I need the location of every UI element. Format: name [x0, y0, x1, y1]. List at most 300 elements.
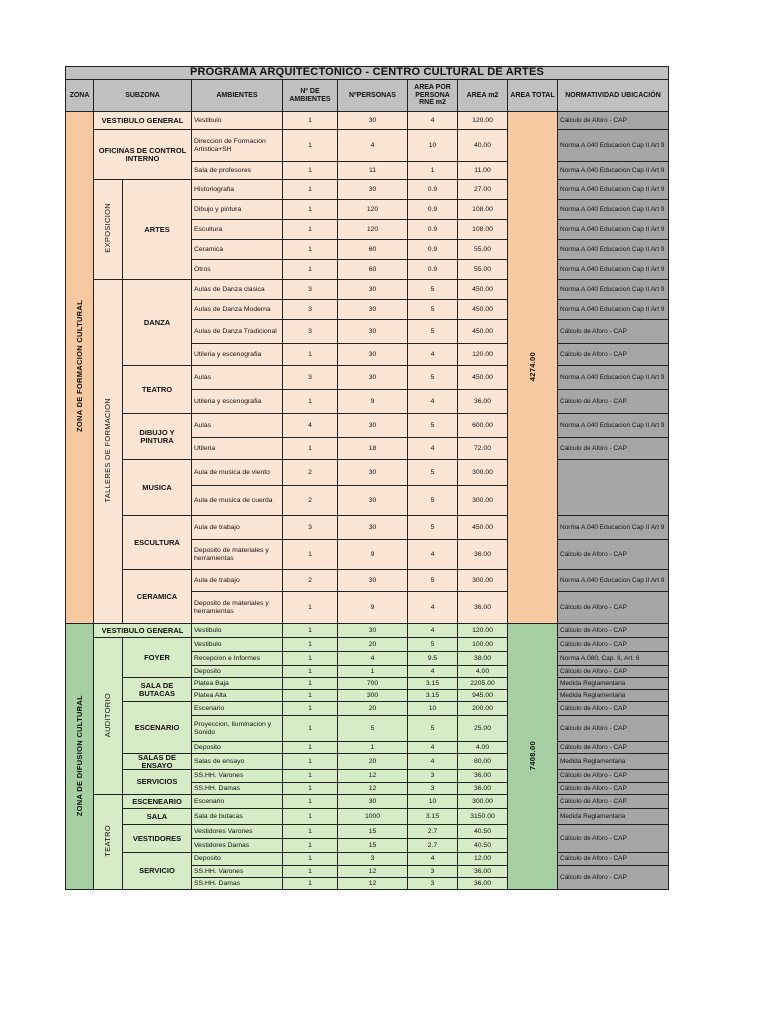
cell-n-ambientes: 1: [283, 540, 338, 570]
cell-n-personas: 30: [338, 300, 408, 320]
cell-normatividad: Norma A.040 Educacion Cap II Art 9: [558, 162, 669, 180]
cell-normatividad: Cálculo de Aforo - CAP: [558, 320, 669, 344]
cell-n-ambientes: 1: [283, 180, 338, 200]
cell-n-personas: 4: [338, 652, 408, 666]
cell-normatividad: Norma A.040 Educacion Cap II Art 9: [558, 570, 669, 592]
cell-normatividad: Cálculo de Aforo - CAP: [558, 438, 669, 460]
cell-n-personas: 15: [338, 839, 408, 853]
cell-normatividad: Cálculo de Aforo - CAP: [558, 112, 669, 130]
cell-ambiente: Sala de profesores: [192, 162, 283, 180]
cell-area-m2: 36.00: [458, 866, 508, 878]
cell-ambiente: SS.HH. Damas: [192, 783, 283, 795]
header-subzona: SUBZONA: [94, 80, 192, 112]
cell-ambiente: Platea Alta: [192, 690, 283, 702]
cell-area-m2: 200.00: [458, 702, 508, 716]
cell-n-personas: 120: [338, 200, 408, 220]
cell-area-m2: 945.00: [458, 690, 508, 702]
cell-area-persona: 4: [408, 624, 458, 638]
cell-area-m2: 450.00: [458, 320, 508, 344]
cell-area-persona: 9.5: [408, 652, 458, 666]
cell-ambiente: Aulas de Danza clasica: [192, 280, 283, 300]
cell-normatividad: Medida Reglamentaria: [558, 690, 669, 702]
cell-n-personas: 700: [338, 678, 408, 690]
subzone-danza: DANZA: [123, 280, 192, 366]
area-total-formacion: 4274.00: [508, 112, 558, 624]
cell-area-m2: 36.00: [458, 770, 508, 783]
cell-n-ambientes: 1: [283, 783, 338, 795]
cell-ambiente: Aulas: [192, 366, 283, 390]
cell-area-m2: 120.00: [458, 624, 508, 638]
header-normatividad: NORMATIVIDAD UBICACIÓN: [558, 80, 669, 112]
cell-normatividad: Cálculo de Aforo - CAP: [558, 344, 669, 366]
cell-area-m2: 25.00: [458, 716, 508, 742]
cell-normatividad: Cálculo de Aforo - CAP: [558, 866, 669, 890]
cell-n-ambientes: 3: [283, 320, 338, 344]
cell-area-m2: 11.00: [458, 162, 508, 180]
subzone-musica: MUSICA: [123, 460, 192, 516]
cell-n-personas: 1: [338, 666, 408, 678]
cell-n-ambientes: 1: [283, 652, 338, 666]
cell-n-ambientes: 1: [283, 438, 338, 460]
cell-ambiente: Deposito: [192, 742, 283, 754]
cell-area-persona: 0.9: [408, 180, 458, 200]
cell-n-personas: 30: [338, 624, 408, 638]
cell-n-ambientes: 1: [283, 839, 338, 853]
cell-area-persona: 5: [408, 486, 458, 516]
cell-area-persona: 5: [408, 320, 458, 344]
cell-n-ambientes: 1: [283, 825, 338, 839]
cell-ambiente: Escenario: [192, 795, 283, 809]
cell-area-m2: 108.00: [458, 200, 508, 220]
cell-area-persona: 5: [408, 516, 458, 540]
program-table: [65, 66, 669, 890]
cell-normatividad: Cálculo de Aforo - CAP: [558, 825, 669, 853]
table-row: [66, 414, 669, 438]
header-n-personas: NºPERSONAS: [338, 80, 408, 112]
cell-n-ambientes: 1: [283, 716, 338, 742]
subzone-artes: ARTES: [123, 180, 192, 280]
subzone-butacas: SALA DE BUTACAS: [123, 678, 192, 702]
cell-n-ambientes: 1: [283, 754, 338, 770]
cell-ambiente: Deposito: [192, 666, 283, 678]
table-row: [66, 460, 669, 486]
cell-area-persona: 5: [408, 570, 458, 592]
cell-n-personas: 20: [338, 638, 408, 652]
cell-ambiente: SS.HH. Varones: [192, 770, 283, 783]
cell-area-persona: 4: [408, 666, 458, 678]
cell-area-m2: 72.00: [458, 438, 508, 460]
cell-n-ambientes: 3: [283, 366, 338, 390]
cell-area-m2: 300.00: [458, 795, 508, 809]
cell-normatividad: Norma A.040 Educacion Cap II Art 9: [558, 240, 669, 260]
header-ambientes: AMBIENTES: [192, 80, 283, 112]
zone-difusion-label: ZONA DE DIFUSION CULTURAL: [66, 624, 94, 890]
table-row: [66, 853, 669, 866]
cell-ambiente: Escenario: [192, 702, 283, 716]
cell-area-persona: 4: [408, 540, 458, 570]
cell-n-ambientes: 1: [283, 592, 338, 624]
area-total-difusion: 7408.00: [508, 624, 558, 890]
subzone-teatro_sub: TEATRO: [123, 366, 192, 414]
cell-area-m2: 36.00: [458, 878, 508, 890]
cell-n-personas: 60: [338, 240, 408, 260]
cell-n-ambientes: 1: [283, 344, 338, 366]
cell-normatividad: Norma A.040 Educacion Cap II Art 9: [558, 366, 669, 390]
cell-ambiente: Utileria y escenografia: [192, 390, 283, 414]
table-row: [66, 130, 669, 162]
cell-n-personas: 9: [338, 390, 408, 414]
cell-area-m2: 2205.00: [458, 678, 508, 690]
table-row: [66, 809, 669, 825]
subzone-servicio: SERVICIO: [123, 853, 192, 890]
cell-area-persona: 0.9: [408, 200, 458, 220]
cell-n-ambientes: 2: [283, 486, 338, 516]
cell-n-ambientes: 1: [283, 200, 338, 220]
cell-n-personas: 12: [338, 866, 408, 878]
subzone-ceramica: CERAMICA: [123, 570, 192, 624]
cell-n-personas: 9: [338, 540, 408, 570]
cell-n-ambientes: 1: [283, 678, 338, 690]
cell-area-m2: 450.00: [458, 366, 508, 390]
architectural-program-sheet: [65, 66, 668, 890]
subzone-servicios: SERVICIOS: [123, 770, 192, 795]
table-row: [66, 754, 669, 770]
table-row: [66, 825, 669, 839]
cell-n-ambientes: 4: [283, 414, 338, 438]
cell-area-persona: 3: [408, 770, 458, 783]
cell-normatividad: Norma A.040 Educacion Cap II Art 9: [558, 130, 669, 162]
subzone-ensayo: SALAS DE ENSAYO: [123, 754, 192, 770]
cell-normatividad: Cálculo de Aforo - CAP: [558, 770, 669, 783]
cell-ambiente: Historiografia: [192, 180, 283, 200]
cell-area-m2: 36.00: [458, 540, 508, 570]
cell-area-m2: 55.00: [458, 260, 508, 280]
cell-area-persona: 0.9: [408, 220, 458, 240]
cell-ambiente: SS.HH. Varones: [192, 866, 283, 878]
cell-n-personas: 30: [338, 112, 408, 130]
cell-ambiente: Utileria: [192, 438, 283, 460]
cell-n-personas: 11: [338, 162, 408, 180]
cell-area-persona: 3: [408, 783, 458, 795]
cell-n-ambientes: 1: [283, 220, 338, 240]
cell-ambiente: Salas de ensayo: [192, 754, 283, 770]
header-area-persona: AREA POR PERSONA RNE m2: [408, 80, 458, 112]
subzone-sala: SALA: [123, 809, 192, 825]
cell-area-m2: 40.00: [458, 130, 508, 162]
cell-ambiente: Proyeccion, Iluminacion y Sonido: [192, 716, 283, 742]
cell-area-persona: 10: [408, 795, 458, 809]
table-row: [66, 516, 669, 540]
cell-area-persona: 3: [408, 866, 458, 878]
cell-area-persona: 5: [408, 414, 458, 438]
cell-n-personas: 9: [338, 592, 408, 624]
page-title: PROGRAMA ARQUITECTONICO - CENTRO CULTURAL DE ARTES: [66, 67, 669, 80]
subzone-esceneario: ESCENEARIO: [123, 795, 192, 809]
cell-area-m2: 300.00: [458, 570, 508, 592]
table-row: [66, 678, 669, 690]
cell-n-ambientes: 1: [283, 690, 338, 702]
cell-ambiente: Otros: [192, 260, 283, 280]
table-row: [66, 570, 669, 592]
cell-ambiente: SS.HH. Damas: [192, 878, 283, 890]
cell-area-persona: 4: [408, 438, 458, 460]
cell-normatividad: Norma A.080, Cap. II, Art. 6: [558, 652, 669, 666]
cell-ambiente: Deposito: [192, 853, 283, 866]
cell-area-persona: 4: [408, 754, 458, 770]
cell-n-personas: 120: [338, 220, 408, 240]
cell-area-m2: 55.00: [458, 240, 508, 260]
cell-normatividad: Norma A.040 Educacion Cap II Art 9: [558, 414, 669, 438]
cell-area-m2: 36.00: [458, 390, 508, 414]
subzone-vestibulo: VESTIBULO GENERAL: [94, 112, 192, 130]
cell-n-ambientes: 1: [283, 130, 338, 162]
cell-n-personas: 30: [338, 516, 408, 540]
cell-normatividad: Medida Reglamentaria: [558, 678, 669, 690]
cell-area-persona: 3.15: [408, 809, 458, 825]
cell-normatividad: Cálculo de Aforo - CAP: [558, 783, 669, 795]
cell-area-persona: 5: [408, 716, 458, 742]
cell-area-persona: 4: [408, 853, 458, 866]
cell-normatividad: Cálculo de Aforo - CAP: [558, 624, 669, 638]
cell-ambiente: Deposito de materiales y herramientas: [192, 540, 283, 570]
cell-ambiente: Vestibulo: [192, 638, 283, 652]
cell-area-persona: 5: [408, 638, 458, 652]
header-area-m2: AREA m2: [458, 80, 508, 112]
cell-n-personas: 3: [338, 853, 408, 866]
cell-n-personas: 30: [338, 795, 408, 809]
cell-area-m2: 3150.00: [458, 809, 508, 825]
cell-area-persona: 10: [408, 130, 458, 162]
cell-normatividad: Cálculo de Aforo - CAP: [558, 742, 669, 754]
cell-area-m2: 120.00: [458, 344, 508, 366]
cell-n-ambientes: 1: [283, 809, 338, 825]
cell-ambiente: Vestibulo: [192, 624, 283, 638]
cell-n-ambientes: 1: [283, 390, 338, 414]
cell-n-personas: 30: [338, 460, 408, 486]
cell-area-m2: 600.00: [458, 414, 508, 438]
cell-normatividad: Cálculo de Aforo - CAP: [558, 390, 669, 414]
table-row: [66, 770, 669, 783]
cell-ambiente: Aulas: [192, 414, 283, 438]
cell-n-ambientes: 1: [283, 162, 338, 180]
cell-normatividad: Cálculo de Aforo - CAP: [558, 638, 669, 652]
subzone-vestibulo: VESTIBULO GENERAL: [94, 624, 192, 638]
cell-normatividad: Norma A.040 Educacion Cap II Art 9: [558, 516, 669, 540]
cell-normatividad: Norma A.040 Educacion Cap II Art 9: [558, 180, 669, 200]
cell-normatividad: [558, 460, 669, 516]
cell-n-personas: 12: [338, 783, 408, 795]
header-n-ambientes: Nº DE AMBIENTES: [283, 80, 338, 112]
cell-area-m2: 450.00: [458, 516, 508, 540]
subzone-dibujo: DIBUJO Y PINTURA: [123, 414, 192, 460]
cell-normatividad: Cálculo de Aforo - CAP: [558, 540, 669, 570]
cell-area-m2: 80.00: [458, 754, 508, 770]
cell-n-ambientes: 1: [283, 260, 338, 280]
cell-n-ambientes: 1: [283, 624, 338, 638]
cell-area-m2: 40.50: [458, 825, 508, 839]
cell-normatividad: Cálculo de Aforo - CAP: [558, 853, 669, 866]
cell-ambiente: Aula de musica de cuerda: [192, 486, 283, 516]
cell-n-ambientes: 1: [283, 795, 338, 809]
cell-area-persona: 1: [408, 162, 458, 180]
cell-n-personas: 18: [338, 438, 408, 460]
cell-n-personas: 12: [338, 770, 408, 783]
cell-n-personas: 30: [338, 280, 408, 300]
cell-area-persona: 5: [408, 300, 458, 320]
cell-n-ambientes: 1: [283, 702, 338, 716]
cell-area-persona: 3: [408, 878, 458, 890]
cell-area-m2: 300.00: [458, 460, 508, 486]
cell-normatividad: Medida Reglamentaria: [558, 754, 669, 770]
cell-area-persona: 2.7: [408, 825, 458, 839]
cell-normatividad: Norma A.040 Educacion Cap II Art 9: [558, 300, 669, 320]
cell-n-personas: 20: [338, 754, 408, 770]
cell-ambiente: Aulas de Danza Moderna: [192, 300, 283, 320]
cell-area-m2: 4.00: [458, 666, 508, 678]
subzone-group-talleres: TALLERES DE FORMACION: [94, 280, 123, 624]
cell-ambiente: Direccion de Formacion Artistica+SH: [192, 130, 283, 162]
table-row: [66, 624, 669, 638]
cell-area-persona: 4: [408, 344, 458, 366]
cell-normatividad: Cálculo de Aforo - CAP: [558, 795, 669, 809]
cell-normatividad: Norma A.040 Educacion Cap II Art 9: [558, 260, 669, 280]
cell-ambiente: Aula de trabajo: [192, 516, 283, 540]
cell-ambiente: Vestibulo: [192, 112, 283, 130]
cell-area-persona: 4: [408, 742, 458, 754]
cell-area-m2: 120.00: [458, 112, 508, 130]
cell-n-ambientes: 1: [283, 240, 338, 260]
cell-ambiente: Vestidores Damas: [192, 839, 283, 853]
cell-n-personas: 15: [338, 825, 408, 839]
cell-n-personas: 30: [338, 180, 408, 200]
table-row: [66, 638, 669, 652]
cell-n-personas: 20: [338, 702, 408, 716]
cell-ambiente: Vestidores Varones: [192, 825, 283, 839]
cell-area-m2: 40.50: [458, 839, 508, 853]
cell-normatividad: Cálculo de Aforo - CAP: [558, 716, 669, 742]
cell-ambiente: Sala de butacas: [192, 809, 283, 825]
cell-n-personas: 30: [338, 320, 408, 344]
cell-ambiente: Aula de musica de viento: [192, 460, 283, 486]
cell-n-ambientes: 3: [283, 280, 338, 300]
cell-normatividad: Norma A.040 Educacion Cap II Art 9: [558, 280, 669, 300]
cell-area-persona: 10: [408, 702, 458, 716]
cell-area-m2: 36.00: [458, 783, 508, 795]
cell-n-ambientes: 1: [283, 853, 338, 866]
cell-area-persona: 4: [408, 592, 458, 624]
cell-area-m2: 450.00: [458, 280, 508, 300]
cell-n-ambientes: 3: [283, 300, 338, 320]
cell-area-m2: 100.00: [458, 638, 508, 652]
cell-n-ambientes: 1: [283, 742, 338, 754]
cell-n-personas: 30: [338, 486, 408, 516]
cell-n-personas: 30: [338, 570, 408, 592]
subzone-foyer: FOYER: [123, 638, 192, 678]
subzone-oficinas: OFICINAS DE CONTROL INTERNO: [94, 130, 192, 180]
cell-ambiente: Aula de trabajo: [192, 570, 283, 592]
table-row: [66, 702, 669, 716]
cell-area-m2: 450.00: [458, 300, 508, 320]
cell-area-persona: 5: [408, 460, 458, 486]
cell-normatividad: Norma A.040 Educacion Cap II Art 9: [558, 200, 669, 220]
cell-n-personas: 5: [338, 716, 408, 742]
cell-normatividad: Norma A.040 Educacion Cap II Art 9: [558, 220, 669, 240]
cell-normatividad: Cálculo de Aforo - CAP: [558, 702, 669, 716]
header-zona: ZONA: [66, 80, 94, 112]
cell-area-m2: 36.00: [458, 592, 508, 624]
table-row: [66, 280, 669, 300]
zone-formacion-label: ZONA DE FORMACION CULTURAL: [66, 112, 94, 624]
cell-area-persona: 3.15: [408, 678, 458, 690]
subzone-escenario: ESCENARIO: [123, 702, 192, 754]
cell-n-personas: 1000: [338, 809, 408, 825]
cell-ambiente: Utileria y escenografia: [192, 344, 283, 366]
cell-n-ambientes: 2: [283, 460, 338, 486]
cell-normatividad: Medida Reglamentaria: [558, 809, 669, 825]
cell-area-m2: 12.00: [458, 853, 508, 866]
subzone-group-exposicion: EXPOSICION: [94, 180, 123, 280]
cell-n-personas: 1: [338, 742, 408, 754]
cell-n-ambientes: 3: [283, 516, 338, 540]
cell-n-personas: 12: [338, 878, 408, 890]
cell-area-persona: 0.9: [408, 260, 458, 280]
cell-ambiente: Recepcion e Informes: [192, 652, 283, 666]
cell-area-m2: 108.00: [458, 220, 508, 240]
table-row: [66, 112, 669, 130]
cell-n-personas: 30: [338, 366, 408, 390]
subzone-vestidores: VESTIDORES: [123, 825, 192, 853]
cell-area-persona: 2.7: [408, 839, 458, 853]
cell-area-m2: 4.00: [458, 742, 508, 754]
header-area-total: AREA TOTAL: [508, 80, 558, 112]
cell-ambiente: Deposito de materiales y herramientas: [192, 592, 283, 624]
cell-n-personas: 30: [338, 414, 408, 438]
cell-normatividad: Cálculo de Aforo - CAP: [558, 592, 669, 624]
cell-area-persona: 3.15: [408, 690, 458, 702]
subzone-group-teatro: TEATRO: [94, 795, 123, 890]
cell-area-persona: 5: [408, 366, 458, 390]
cell-ambiente: Platea Baja: [192, 678, 283, 690]
cell-ambiente: Ceramica: [192, 240, 283, 260]
cell-n-personas: 4: [338, 130, 408, 162]
subzone-group-auditorio: AUDITORIO: [94, 638, 123, 795]
table-row: [66, 366, 669, 390]
cell-area-persona: 5: [408, 280, 458, 300]
cell-area-m2: 27.00: [458, 180, 508, 200]
cell-area-m2: 300.00: [458, 486, 508, 516]
cell-area-persona: 4: [408, 112, 458, 130]
cell-ambiente: Escultura: [192, 220, 283, 240]
cell-n-personas: 30: [338, 344, 408, 366]
cell-n-personas: 60: [338, 260, 408, 280]
cell-area-m2: 38.00: [458, 652, 508, 666]
cell-ambiente: Dibujo y pintura: [192, 200, 283, 220]
cell-area-persona: 0.9: [408, 240, 458, 260]
cell-n-ambientes: 1: [283, 638, 338, 652]
cell-n-ambientes: 2: [283, 570, 338, 592]
cell-ambiente: Aulas de Danza Tradicional: [192, 320, 283, 344]
cell-n-ambientes: 1: [283, 666, 338, 678]
cell-area-persona: 4: [408, 390, 458, 414]
cell-n-ambientes: 1: [283, 112, 338, 130]
cell-n-ambientes: 1: [283, 878, 338, 890]
cell-normatividad: Cálculo de Aforo - CAP: [558, 666, 669, 678]
cell-n-ambientes: 1: [283, 866, 338, 878]
table-row: [66, 795, 669, 809]
cell-n-personas: 300: [338, 690, 408, 702]
cell-n-ambientes: 1: [283, 770, 338, 783]
table-row: [66, 180, 669, 200]
